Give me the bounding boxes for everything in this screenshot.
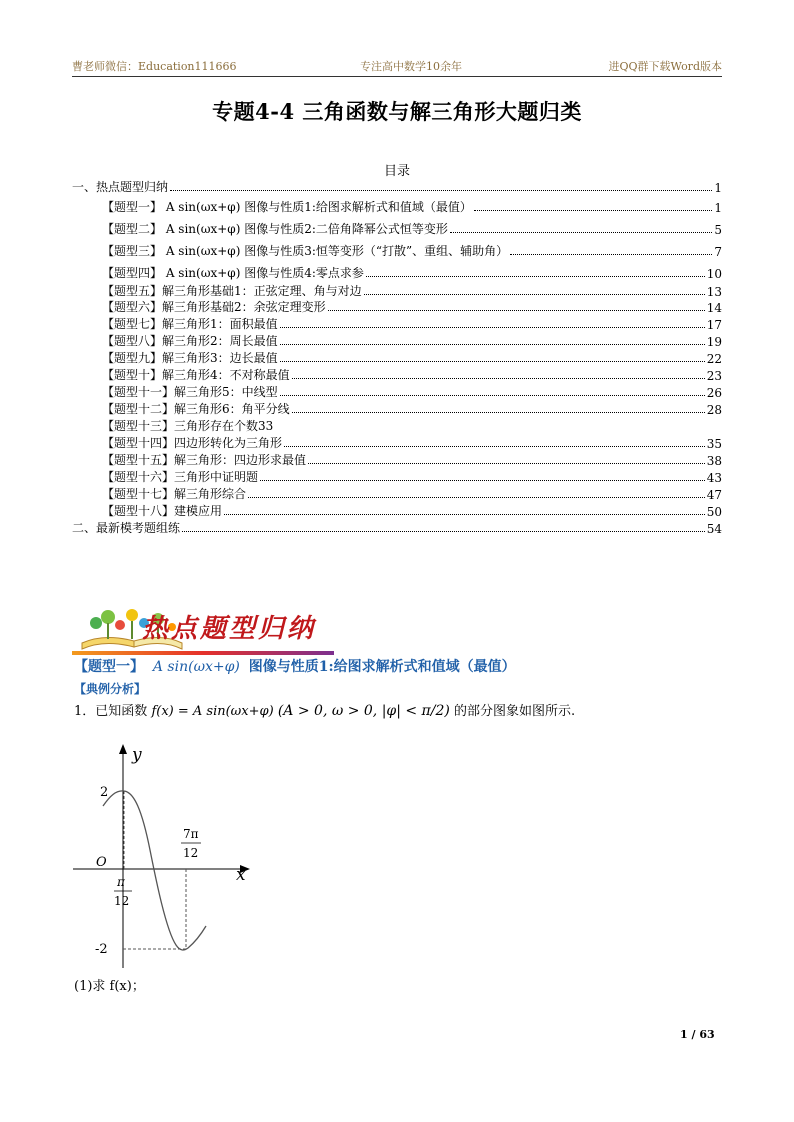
sine-curve — [103, 791, 206, 950]
section-heading-formula: A sin(ωx+φ) — [152, 659, 240, 675]
page-number: 1 / 63 — [680, 1028, 715, 1041]
toc-item[interactable] — [72, 281, 722, 299]
toc-item-page: 10 — [706, 267, 722, 281]
origin-label: O — [96, 855, 107, 870]
toc-leader-dots — [366, 275, 705, 277]
section-heading-suffix: 图像与性质1:给图求解析式和值域（最值） — [248, 659, 516, 675]
toc-item-page: 1 — [714, 181, 722, 195]
toc-item[interactable] — [72, 417, 722, 434]
toc-leader-dots — [308, 462, 705, 464]
header-right: 进QQ群下载Word版本 — [608, 60, 722, 73]
toc-item-page: 19 — [706, 335, 722, 349]
toc-leader-dots — [248, 496, 705, 498]
toc-item[interactable] — [72, 468, 722, 485]
section-heading-prefix: 【题型一】 — [74, 659, 144, 675]
toc-leader-dots — [280, 360, 705, 362]
toc-leader-dots — [280, 343, 705, 345]
toc-item-label: 【题型二】 A sin(ωx+φ) 图像与性质2:二倍角降幂公式恒等变形 — [102, 222, 448, 236]
toc-item-page: 43 — [706, 471, 722, 485]
banner-title: 热点题型归纳 — [142, 614, 317, 644]
header-center: 专注高中数学10余年 — [360, 60, 462, 73]
x2-denominator: 12 — [183, 846, 199, 860]
toc-leader-dots — [474, 209, 712, 211]
toc-item[interactable] — [72, 383, 722, 400]
toc-leader-dots — [328, 309, 705, 311]
page-title: 专题4-4 三角函数与解三角形大题归类 — [212, 99, 582, 124]
table-of-contents — [72, 179, 722, 536]
y-min-label: -2 — [95, 942, 108, 957]
toc-item-page: 17 — [706, 318, 722, 332]
problem-text-after: 的部分图象如图所示. — [454, 704, 576, 719]
toc-item[interactable] — [72, 400, 722, 417]
toc-item-label: 二、最新模考题组练 — [72, 521, 181, 535]
function-graph — [68, 740, 268, 970]
toc-item-page: 28 — [706, 403, 722, 417]
toc-item-page: 26 — [706, 386, 722, 400]
toc-item[interactable] — [72, 434, 722, 451]
toc-item-label: 【题型三】 A sin(ωx+φ) 图像与性质3:恒等变形（“打散”、重组、辅助角） — [102, 244, 509, 258]
toc-item-label: 【题型十六】三角形中证明题 — [102, 470, 259, 484]
toc-item-label: 【题型十八】建模应用 — [102, 504, 223, 518]
problem-formula: f(x) = A sin(ωx+φ) — [151, 704, 274, 719]
toc-item[interactable] — [72, 315, 722, 332]
toc-item[interactable] — [72, 299, 722, 315]
toc-leader-dots — [510, 253, 712, 255]
toc-item-label: 【题型五】解三角形基础1：正弦定理、角与对边 — [102, 284, 362, 298]
toc-item-page: 38 — [706, 454, 722, 468]
x1-denominator: 12 — [114, 894, 130, 908]
toc-item-page: 50 — [706, 505, 722, 519]
header-left: 曹老师微信：Education111666 — [72, 60, 237, 73]
toc-item[interactable] — [72, 349, 722, 366]
toc-leader-dots — [224, 513, 705, 515]
toc-item-page: 7 — [714, 245, 722, 259]
toc-item[interactable] — [72, 179, 722, 195]
problem-number: 1． — [74, 704, 96, 719]
toc-item-label: 【题型七】解三角形1：面积最值 — [102, 317, 278, 331]
toc-item-label: 【题型十】解三角形4：不对称最值 — [102, 368, 290, 382]
x1-numerator: π — [117, 875, 125, 889]
toc-item-page: 35 — [706, 437, 722, 451]
toc-item-page: 47 — [706, 488, 722, 502]
toc-item[interactable] — [72, 332, 722, 349]
toc-item-label: 【题型四】 A sin(ωx+φ) 图像与性质4:零点求参 — [102, 266, 364, 280]
toc-item-label: 一、热点题型归纳 — [72, 180, 169, 194]
sub-heading: 【典例分析】 — [74, 682, 147, 696]
toc-heading: 目录 — [383, 164, 410, 179]
toc-item-label: 【题型八】解三角形2：周长最值 — [102, 334, 278, 348]
y-max-label: 2 — [100, 785, 109, 800]
toc-item-label: 【题型十二】解三角形6：角平分线 — [102, 402, 290, 416]
toc-leader-dots — [450, 231, 712, 233]
toc-leader-dots — [280, 326, 705, 328]
toc-item[interactable] — [72, 215, 722, 237]
question-1: (1)求 f(x)； — [74, 979, 145, 994]
toc-item-page: 13 — [706, 285, 722, 299]
toc-item[interactable] — [72, 237, 722, 259]
y-axis-label: y — [132, 745, 142, 765]
toc-leader-dots — [182, 530, 705, 532]
banner-underline — [72, 651, 334, 655]
toc-leader-dots — [170, 189, 712, 191]
toc-item-page: 14 — [706, 301, 722, 315]
toc-item[interactable] — [72, 259, 722, 281]
toc-item-label: 【题型十七】解三角形综合 — [102, 487, 247, 501]
toc-item-label: 【题型十三】三角形存在个数33 — [102, 419, 274, 433]
toc-item-page: 22 — [706, 352, 722, 366]
y-axis-arrow — [119, 744, 127, 754]
toc-leader-dots — [364, 293, 705, 295]
toc-item-label: 【题型十五】解三角形：四边形求最值 — [102, 453, 307, 467]
problem-text-before: 已知函数 — [95, 704, 148, 719]
toc-item[interactable] — [72, 519, 722, 536]
toc-leader-dots — [260, 479, 705, 481]
toc-item[interactable] — [72, 195, 722, 215]
toc-item-label: 【题型九】解三角形3：边长最值 — [102, 351, 278, 365]
toc-item-page: 1 — [714, 201, 722, 215]
toc-leader-dots — [284, 445, 705, 447]
header-divider — [72, 76, 722, 77]
toc-leader-dots — [292, 411, 705, 413]
toc-item-label: 【题型六】解三角形基础2：余弦定理变形 — [102, 300, 326, 314]
x2-numerator: 7π — [183, 827, 199, 841]
toc-leader-dots — [280, 394, 705, 396]
toc-item[interactable] — [72, 366, 722, 383]
section-heading — [74, 656, 516, 676]
toc-item-label: 【题型十四】四边形转化为三角形 — [102, 436, 283, 450]
toc-leader-dots — [292, 377, 705, 379]
page-header — [72, 58, 722, 74]
toc-item-page: 23 — [706, 369, 722, 383]
toc-item-page: 5 — [714, 223, 722, 237]
toc-item-label: 【题型十一】解三角形5：中线型 — [102, 385, 278, 399]
toc-item[interactable] — [72, 485, 722, 502]
problem-statement — [74, 700, 575, 719]
problem-condition: (A > 0, ω > 0, |φ| < π/2) — [277, 703, 450, 719]
toc-item[interactable] — [72, 502, 722, 519]
toc-item-page: 54 — [706, 522, 722, 536]
x-axis-label: x — [236, 865, 246, 885]
toc-item[interactable] — [72, 451, 722, 468]
toc-item-label: 【题型一】 A sin(ωx+φ) 图像与性质1:给图求解析式和值域（最值） — [102, 200, 472, 214]
